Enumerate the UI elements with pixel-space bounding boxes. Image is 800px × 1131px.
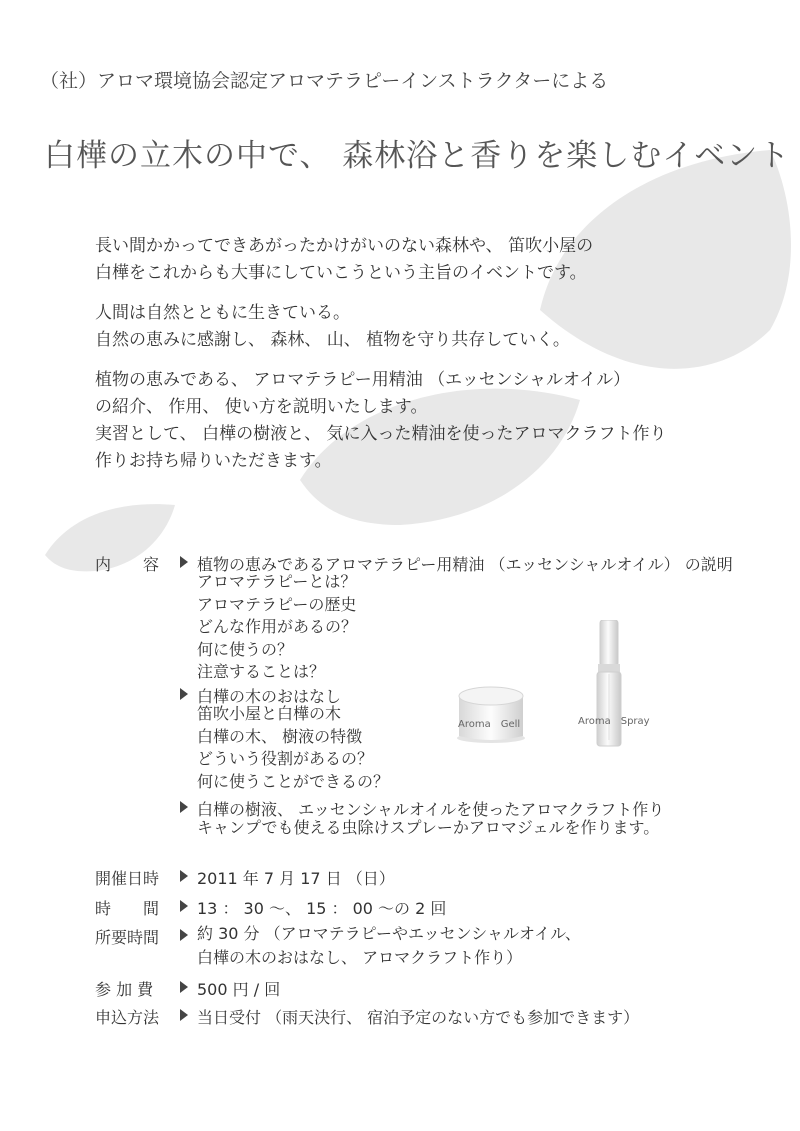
aroma-gel-jar-image [455,682,527,744]
bullet-arrow-icon [180,688,188,700]
apply-value: 当日受付 （雨天決行、 宿泊予定のない方でも参加できます） [197,1008,640,1027]
intro-paragraph-3 [95,367,666,475]
content-item-2-subs [197,703,389,793]
intro-line: 長い間かかってできあがったかけがいのない森林や、 笛吹小屋の [95,236,594,256]
intro-line: 自然の恵みに感謝し、 森林、 山、 植物を守り共存していく。 [95,330,570,350]
duration-line: 白樺の木のおはなし、 アロマクラフト作り） [197,948,523,967]
intro-line: 実習として、 白樺の樹液と、 気に入った精油を使ったアロマクラフト作り [95,424,667,444]
organizer-line: （社）アロマ環境協会認定アロマテラピーインストラクターによる [40,70,609,92]
intro-line: 人間は自然とともに生きている。 [95,303,350,323]
bullet-arrow-icon [180,556,188,568]
fee-label: 参 加 費 [95,980,154,999]
date-value: 2011 年 7 月 17 日 （日） [197,869,395,888]
content-sub-item: アロマテラピーの歴史 [197,594,357,614]
content-sub-item: キャンプでも使える虫除けスプレーかアロマジェルを作ります。 [197,818,660,837]
bullet-arrow-icon [180,801,188,813]
page-title: 白樺の立木の中で、 森林浴と香りを楽しむイベント [44,138,791,174]
bullet-arrow-icon [180,870,188,882]
content-item-1-title: 植物の恵みであるアロマテラピー用精油 （エッセンシャルオイル） の説明 [197,555,733,574]
intro-line: 白樺をこれからも大事にしていこうという主旨のイベントです。 [95,263,587,283]
content-sub-item: 白樺の木、 樹液の特徴 [197,726,363,746]
aroma-gel-label: Aroma Gell [458,719,521,730]
content-sub-item: 笛吹小屋と白樺の木 [197,704,342,723]
duration-value [197,922,581,970]
time-label: 時 間 [95,899,160,918]
content-sub-item: どんな作用があるの？ [197,617,358,636]
content-sub-item: どういう役割があるの？ [197,749,374,768]
duration-line: 約 30 分 （アロマテラピーやエッセンシャルオイル、 [197,924,581,943]
fee-value: 500 円 / 回 [197,980,281,999]
bullet-arrow-icon [180,981,188,993]
content-item-1-subs [197,571,357,684]
bullet-arrow-icon [180,929,188,941]
content-item-3-title: 白樺の樹液、 エッセンシャルオイルを使ったアロマクラフト作り [197,800,665,819]
content-item-2-title: 白樺の木のおはなし [197,687,342,706]
bullet-arrow-icon [180,1009,188,1021]
aroma-spray-bottle-image [592,620,626,748]
duration-label: 所要時間 [95,928,160,947]
content-label: 内 容 [95,555,160,574]
intro-paragraph-1 [95,233,593,287]
intro-line: の紹介、 作用、 使い方を説明いたします。 [95,397,428,417]
aroma-spray-label: Aroma Spray [578,716,650,727]
content-sub-item: 何に使うの？ [197,639,294,659]
content-sub-item: アロマテラピーとは？ [197,572,357,591]
content-sub-item: 何に使うことができるの？ [197,771,390,791]
apply-label: 申込方法 [95,1008,160,1027]
content-sub-item: 注意することは？ [197,662,326,681]
intro-line: 植物の恵みである、 アロマテラピー用精油 （エッセンシャルオイル） [95,370,631,390]
intro-paragraph-2 [95,300,570,354]
intro-line: 作りお持ち帰りいただきます。 [95,451,332,471]
time-value: 13 ： 30 ～、 15 ： 00 ～の 2 回 [197,899,447,918]
bullet-arrow-icon [180,900,188,912]
content-item-3-subs [197,817,659,840]
date-label: 開催日時 [95,869,160,888]
